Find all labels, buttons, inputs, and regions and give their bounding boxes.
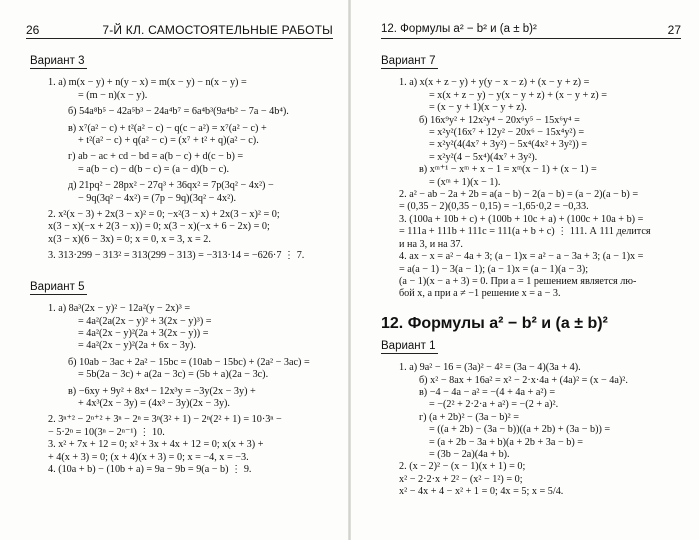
v7-line-7: = x²y²(4 − 5x⁴)(4x⁷ + 3y²). bbox=[429, 151, 538, 163]
variant-7-heading: Вариант 7 bbox=[381, 55, 438, 69]
v3-line-1: 1. а) m(x − y) + n(y − x) = m(x − y) − n(x − y) = bbox=[48, 77, 247, 89]
v1-line-9: 2. (x − 2)² − (x − 1)(x + 1) = 0; bbox=[399, 461, 526, 473]
right-column bbox=[381, 55, 685, 499]
v7-line-11: = (0,35 − 2)(0,35 − 0,15) = −1,65·0,2 = −0,33. bbox=[399, 201, 589, 213]
variant-1-heading: Вариант 1 bbox=[381, 340, 438, 354]
v7-line-15: 4. ax − x = a² − 4a + 3; (a − 1)x = a² − a − 3a + 3; (a − 1)x = bbox=[399, 251, 644, 263]
variant-5-heading: Вариант 5 bbox=[30, 281, 87, 295]
section-title: 12. Формулы a² − b² и (a ± b)² bbox=[381, 314, 608, 332]
v7-line-14: и на 3, и на 37. bbox=[399, 238, 463, 250]
right-page-number: 27 bbox=[667, 23, 681, 37]
v3-line-5: + t²(a² − c) + q(a² − c) = (x⁷ + t² + q)(a² − c). bbox=[78, 135, 259, 147]
left-running-title: 7-Й КЛ. САМОСТОЯТЕЛЬНЫЕ РАБОТЫ bbox=[102, 23, 333, 37]
left-page-number: 26 bbox=[26, 23, 40, 37]
v5-line-4: = 4a²(2x − y)²(2a + 6x − 3y). bbox=[78, 340, 196, 352]
v3-line-3: б) 54a⁸b⁵ − 42a⁵b³ − 24a⁴b⁷ = 6a⁴b³(9a⁴b² − 7a − 4b⁴). bbox=[68, 106, 289, 118]
v7-line-2: = x(x + z − y) − y(x − y + z) + (x − y + z) = bbox=[429, 89, 607, 101]
v7-line-12: 3. (100a + 10b + c) + (100b + 10c + a) + (100c + 10a + b) = bbox=[399, 213, 644, 225]
left-column bbox=[30, 55, 333, 476]
v7-line-8: в) xᵐ⁺¹ − xᵐ + x − 1 = xᵐ(x − 1) + (x − 1) = bbox=[419, 164, 597, 176]
v5-line-11: 3. x² + 7x + 12 = 0; x² + 3x + 4x + 12 = 0; x(x + 3) + bbox=[48, 439, 264, 451]
right-page bbox=[351, 0, 699, 540]
v3-line-11: x(3 − x)(−x + 2(3 − x)) = 0; x(3 − x)(−x + 6 − 2x) = 0; bbox=[48, 221, 270, 233]
v7-line-1: 1. а) x(x + z − y) + y(y − x − z) + (x − y + z) = bbox=[399, 77, 590, 89]
v5-line-10: − 5·2ⁿ = 10(3ⁿ − 2ⁿ⁻¹) ⋮ 10. bbox=[48, 426, 165, 438]
v3-line-12: x(3 − x)(6 − 3x) = 0; x = 0, x = 3, x = 2. bbox=[48, 233, 211, 245]
left-page bbox=[0, 0, 349, 540]
v7-line-6: = x²y²(4(4x⁷ + 3y²) − 5x⁴(4x² + 3y²)) = bbox=[429, 139, 588, 151]
v7-line-17: (a − 1)(x − a + 3) = 0. При a = 1 решением является лю- bbox=[399, 275, 637, 287]
v3-line-7: = a(b − c) − d(b − c) = (a − d)(b − c). bbox=[78, 163, 230, 175]
v1-line-6: = ((a + 2b) − (3a − b))((a + 2b) + (3a − b)) = bbox=[429, 424, 611, 436]
v5-line-13: 4. (10a + b) − (10b + a) = 9a − 9b = 9(a − b) ⋮ 9. bbox=[48, 463, 252, 475]
v1-line-10: x² − 2·2·x + 2² − (x² − 1²) = 0; bbox=[399, 473, 523, 485]
left-running-head bbox=[26, 22, 333, 39]
v5-line-2: = 4a²(2a(2x − y)² + 3(2x − y)³) = bbox=[78, 315, 212, 327]
v1-line-3: в) −4 − 4a − a² = −(4 + 4a + a²) = bbox=[419, 386, 556, 398]
v7-line-18: бой x, а при a ≠ −1 решение x = a − 3. bbox=[399, 288, 561, 300]
v5-line-6: = 5b(2a − 3c) + a(2a − 3c) = (5b + a)(2a − 3c). bbox=[78, 369, 269, 381]
v7-line-10: 2. a² − ab − 2a + 2b = a(a − b) − 2(a − b) = (a − 2)(a − b) = bbox=[399, 189, 639, 201]
right-running-head bbox=[381, 22, 681, 39]
v5-line-12: + 4(x + 3) = 0; (x + 4)(x + 3) = 0; x = −4, x = −3. bbox=[48, 451, 249, 463]
v3-line-8: д) 21pq² − 28px² − 27q³ + 36qx² = 7p(3q² − 4x²) − bbox=[68, 180, 274, 192]
v1-line-2: б) x² − 8ax + 16a² = x² − 2·x·4a + (4a)² = (x − 4a)². bbox=[419, 374, 628, 386]
v7-line-13: = 111a + 111b + 111c = 111(a + b + c) ⋮ 111. А 111 делится bbox=[399, 226, 651, 238]
v1-line-1: 1. а) 9a² − 16 = (3a)² − 4² = (3a − 4)(3a + 4). bbox=[399, 362, 581, 374]
v1-line-7: = (a + 2b − 3a + b)(a + 2b + 3a − b) = bbox=[429, 436, 584, 448]
v1-line-8: = (3b − 2a)(4a + b). bbox=[429, 448, 510, 460]
v3-line-13: 3. 313·299 − 313² = 313(299 − 313) = −313·14 = −626·7 ⋮ 7. bbox=[48, 250, 305, 262]
v1-line-11: x² − 4x + 4 − x² + 1 = 0; 4x = 5; x = 5/4. bbox=[399, 486, 564, 498]
v5-line-3: = 4a²(2x − y)²(2a + 3(2x − y)) = bbox=[78, 327, 209, 339]
v7-line-9: = (xᵐ + 1)(x − 1). bbox=[429, 176, 501, 188]
v7-line-5: = x²y²(16x⁷ + 12y² − 20x⁶ − 15x⁴y²) = bbox=[429, 127, 585, 139]
v1-line-4: = −(2² + 2·2·a + a²) = −(2 + a)². bbox=[429, 399, 559, 411]
v3-line-10: 2. x²(x − 3) + 2x(3 − x)² = 0; −x²(3 − x) + 2x(3 − x)² = 0; bbox=[48, 209, 280, 221]
v5-line-9: 2. 3ⁿ⁺² − 2ⁿ⁺² + 3ⁿ − 2ⁿ = 3ⁿ(3² + 1) − 2ⁿ(2² + 1) = 10·3ⁿ − bbox=[48, 414, 282, 426]
v5-line-8: + 4x³(2x − 3y) = (4x³ − 3y)(2x − 3y). bbox=[78, 397, 230, 409]
v3-line-4: в) x⁷(a² − c) + t²(a² − c) − q(c − a²) = x⁷(a² − c) + bbox=[68, 122, 267, 134]
v1-line-5: г) (a + 2b)² − (3a − b)² = bbox=[419, 411, 520, 423]
v5-line-7: в) −6xy + 9y² + 8x⁴ − 12x³y = −3y(2x − 3y) + bbox=[68, 385, 256, 397]
v7-line-3: = (x − y + 1)(x − y + z). bbox=[429, 102, 527, 114]
variant-3-heading: Вариант 3 bbox=[30, 55, 87, 69]
right-running-title: 12. Формулы a² − b² и (a ± b)² bbox=[381, 23, 537, 35]
v3-line-6: г) ab − ac + cd − bd = a(b − c) + d(c − b) = bbox=[68, 151, 244, 163]
v3-line-9: − 9q(3q² − 4x²) = (7p − 9q)(3q² − 4x²). bbox=[78, 192, 237, 204]
v7-line-16: = a(a − 1) − 3(a − 1); (a − 1)x = (a − 1)(a − 3); bbox=[399, 263, 589, 275]
v7-line-4: б) 16x⁹y² + 12x²y⁴ − 20x⁶y⁵ − 15x⁶y⁴ = bbox=[419, 114, 580, 126]
v3-line-2: = (m − n)(x − y). bbox=[78, 89, 148, 101]
v5-line-5: б) 10ab − 3ac + 2a² − 15bc = (10ab − 15bc) + (2a² − 3ac) = bbox=[68, 356, 310, 368]
v5-line-1: 1. а) 8a³(2x − y)² − 12a²(y − 2x)³ = bbox=[48, 303, 191, 315]
